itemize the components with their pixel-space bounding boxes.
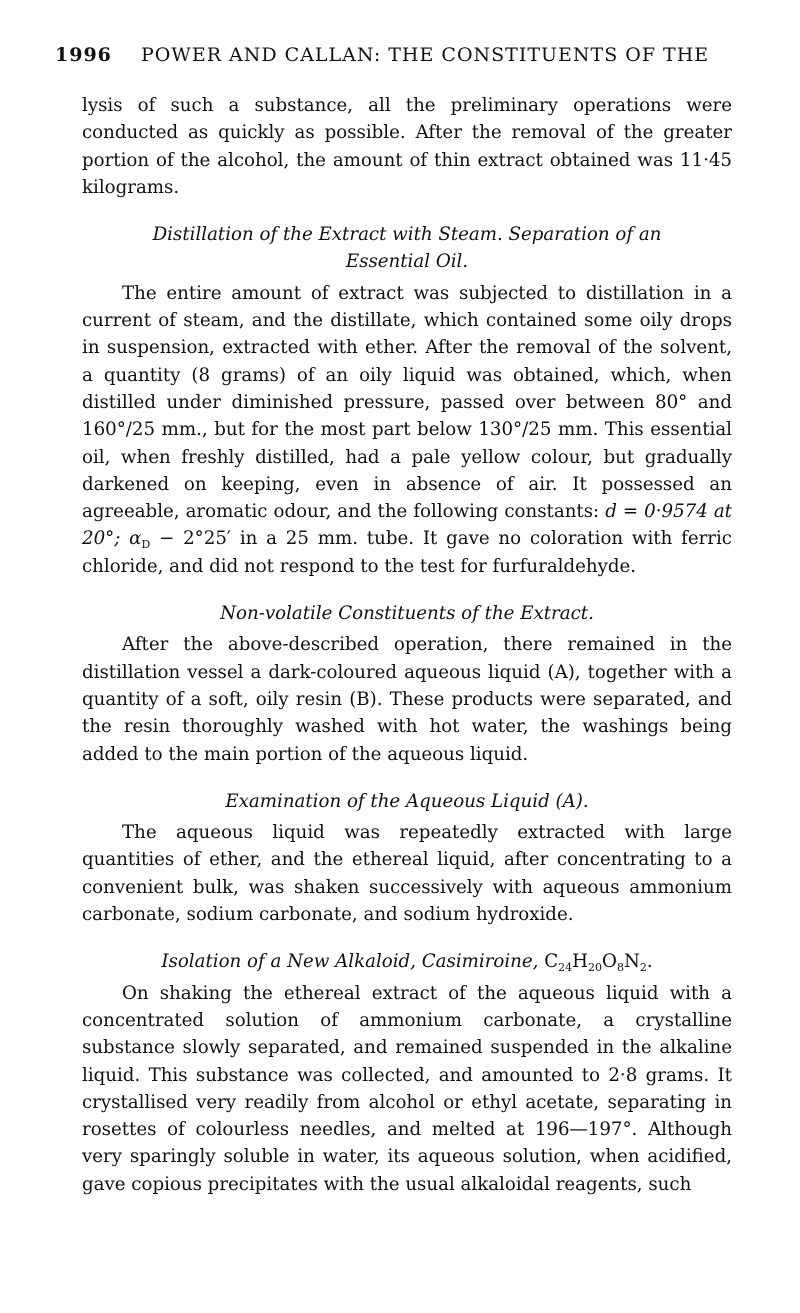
paragraph-non-volatile: After the above-described operation, there remained in the distillation vessel a dark-coloured aqueous liquid (A), together with a quantity of a soft, oily resin (B). These products were separated, and the resin thoroughly washed with hot water, the washings being added to the main portion of the aqueous liquid. [82, 634, 732, 765]
paragraph-text: The entire amount of extract was subjected to distillation in a current of steam, and the distillate, which contained some oily drops in suspension, extracted with ether. After the removal of the solvent, a quantity (8 grams) of an oily liquid was obtained, which, when distilled under diminished pressure, passed over between 80° and 160°/25 mm., but for the most part below 130°/25 mm. This essential oil, when freshly distilled, had a pale yellow colour, but gradually darkened on keeping, even in absence of air. It possessed an agreeable, aromatic odour, and the following constants: [82, 282, 732, 523]
heading-line-1: Distillation of the Extract with Steam. Separation of an [152, 224, 662, 246]
page-number: 1996 [55, 44, 112, 66]
paragraph-essential-oil [82, 280, 732, 580]
running-title: POWER AND CALLAN: THE CONSTITUENTS OF THE [140, 44, 710, 66]
formula-element: C [544, 951, 559, 973]
paragraph-text-end: − 2°25′ in a 25 mm. tube. It gave no coloration with ferric chloride, and did not respond to the test for furfuraldehyde. [82, 528, 732, 577]
formula-element: H [572, 951, 589, 973]
formula-period: . [646, 951, 653, 973]
formula-subscript: 24 [558, 961, 573, 975]
section-heading-aqueous-liquid: Examination of the Aqueous Liquid (A). [225, 790, 589, 812]
section-heading-alkaloid [82, 948, 732, 975]
constants-text: d = 0·9574 at 20°; α [82, 501, 732, 550]
paragraph-continued: lysis of such a substance, all the preliminary operations were conducted as quickly as possible. After the removal of the greater portion of the alcohol, the amount of thin extract obtained was 11·45 kilograms. [82, 95, 732, 198]
paragraph-alkaloid: On shaking the ethereal extract of the aqueous liquid with a concentrated solution of ammonium carbonate, a crystalline substance slowly separated, and remained suspended in the alkaline liquid. This substance was collected, and amounted to 2·8 grams. It crystallised very readily from alcohol or ethyl acetate, separating in rosettes of colourless needles, and melted at 196—197°. Although very sparingly soluble in water, its aqueous solution, when acidified, gave copious precipitates with the usual alkaloidal reagents, such [82, 982, 732, 1195]
heading-text: Isolation of a New Alkaloid, Casimiroine, [161, 951, 545, 973]
paragraph-aqueous-liquid: The aqueous liquid was repeatedly extracted with large quantities of ether, and the ethereal liquid, after concentrating to a convenient bulk, was shaken successively with aqueous ammonium carbonate, sodium carbonate, and sodium hydroxide. [82, 822, 732, 926]
formula-subscript: 8 [616, 961, 624, 975]
formula-subscript: 2 [639, 961, 647, 975]
running-head [55, 44, 755, 66]
formula-subscript: 20 [588, 961, 603, 975]
article-body [82, 92, 732, 1198]
constants-subscript: D [141, 538, 151, 552]
formula-element: N [623, 951, 640, 973]
formula-element: O [602, 951, 617, 973]
section-heading-distillation [82, 221, 732, 276]
section-heading-non-volatile: Non-volatile Constituents of the Extract. [220, 603, 594, 625]
chemical-formula [544, 951, 653, 975]
heading-line-2: Essential Oil. [345, 251, 469, 273]
